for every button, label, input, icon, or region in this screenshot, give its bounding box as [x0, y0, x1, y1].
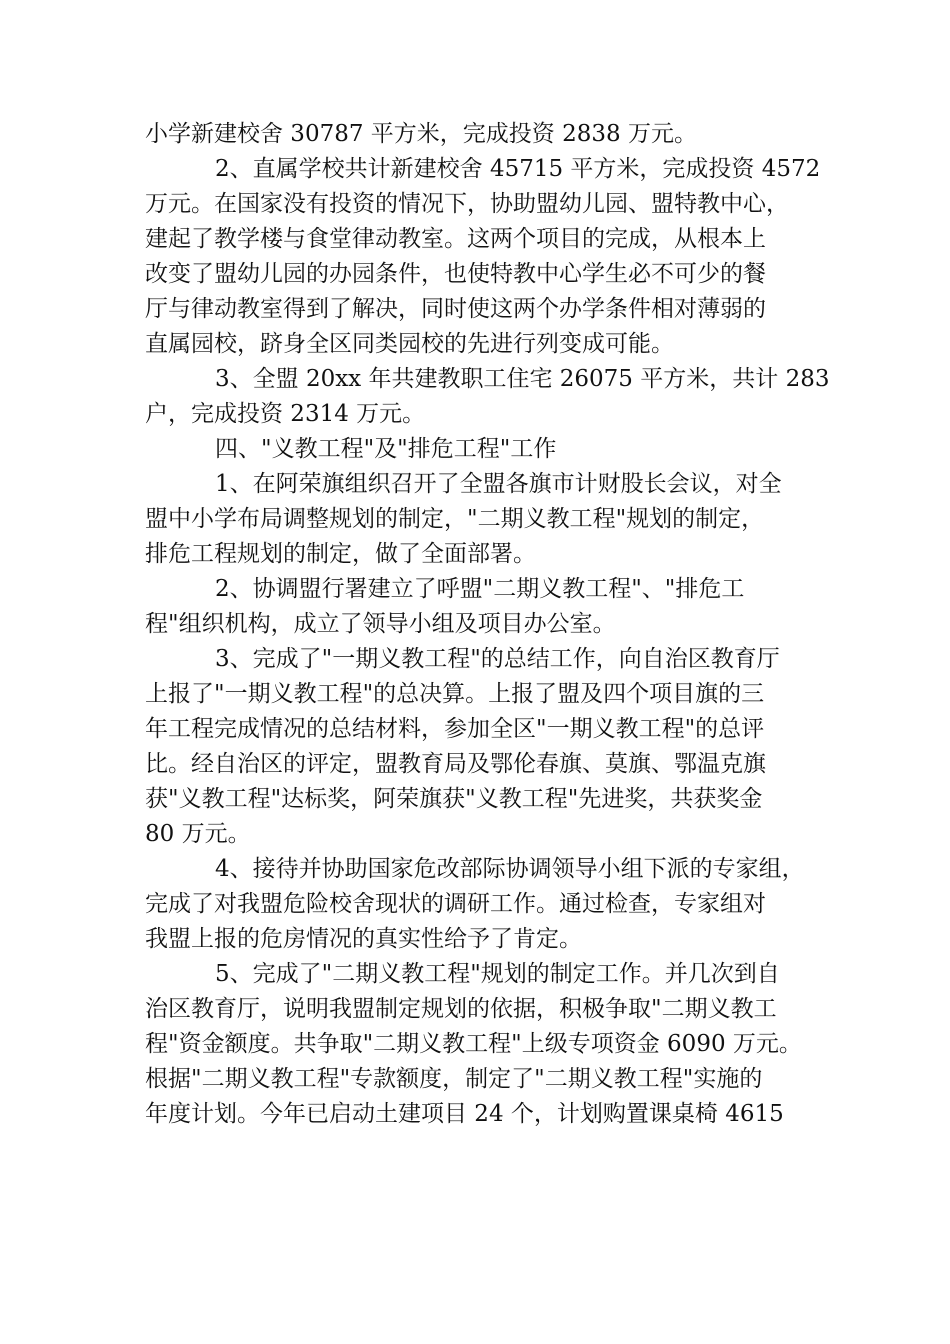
- text-line-16: 3、完成了"一期义教工程"的总结工作，向自治区教育厅: [215, 646, 780, 672]
- text-line-20: 获"义教工程"达标奖，阿荣旗获"义教工程"先进奖，共获奖金: [145, 786, 763, 812]
- text-line-6: 厅与律动教室得到了解决，同时使这两个办学条件相对薄弱的: [145, 296, 766, 322]
- text-line-9: 户，完成投资 2314 万元。: [145, 401, 426, 427]
- text-line-13: 排危工程规划的制定，做了全面部署。: [145, 541, 536, 567]
- text-line-14: 2、协调盟行署建立了呼盟"二期义教工程"、"排危工: [215, 576, 745, 602]
- text-line-26: 治区教育厅，说明我盟制定规划的依据，积极争取"二期义教工: [145, 996, 777, 1022]
- text-line-7: 直属园校，跻身全区同类园校的先进行列变成可能。: [145, 331, 674, 357]
- text-line-15: 程"组织机构，成立了领导小组及项目办公室。: [145, 611, 616, 637]
- text-line-12: 盟中小学布局调整规划的制定，"二期义教工程"规划的制定，: [145, 506, 765, 532]
- text-line-19: 比。经自治区的评定，盟教育局及鄂伦春旗、莫旗、鄂温克旗: [145, 751, 766, 777]
- text-line-23: 完成了对我盟危险校舍现状的调研工作。通过检查，专家组对: [145, 891, 766, 917]
- text-line-18: 年工程完成情况的总结材料，参加全区"一期义教工程"的总评: [145, 716, 765, 742]
- text-line-22: 4、接待并协助国家危改部际协调领导小组下派的专家组，: [215, 856, 805, 882]
- text-line-25: 5、完成了"二期义教工程"规划的制定工作。并几次到自: [215, 961, 780, 987]
- text-line-3: 万元。在国家没有投资的情况下，协助盟幼儿园、盟特教中心，: [145, 191, 789, 217]
- document-body: [145, 117, 830, 1132]
- text-line-2: 2、直属学校共计新建校舍 45715 平方米，完成投资 4572: [215, 156, 821, 182]
- text-line-17: 上报了"一期义教工程"的总决算。上报了盟及四个项目旗的三: [145, 681, 765, 707]
- text-line-21: 80 万元。: [145, 821, 251, 847]
- text-line-27: 程"资金额度。共争取"二期义教工程"上级专项资金 6090 万元。: [145, 1031, 802, 1057]
- text-line-5: 改变了盟幼儿园的办园条件，也使特教中心学生必不可少的餐: [145, 261, 766, 287]
- text-line-1: 小学新建校舍 30787 平方米，完成投资 2838 万元。: [145, 121, 697, 147]
- section-heading: 四、"义教工程"及"排危工程"工作: [215, 436, 557, 462]
- text-line-4: 建起了教学楼与食堂律动教室。这两个项目的完成，从根本上: [145, 226, 766, 252]
- text-line-11: 1、在阿荣旗组织召开了全盟各旗市计财股长会议，对全: [215, 471, 782, 497]
- text-line-29: 年度计划。今年已启动土建项目 24 个，计划购置课桌椅 4615: [145, 1101, 784, 1127]
- text-line-24: 我盟上报的危房情况的真实性给予了肯定。: [145, 926, 582, 952]
- text-line-28: 根据"二期义教工程"专款额度，制定了"二期义教工程"实施的: [145, 1066, 763, 1092]
- text-line-8: 3、全盟 20xx 年共建教职工住宅 26075 平方米，共计 283: [215, 366, 830, 392]
